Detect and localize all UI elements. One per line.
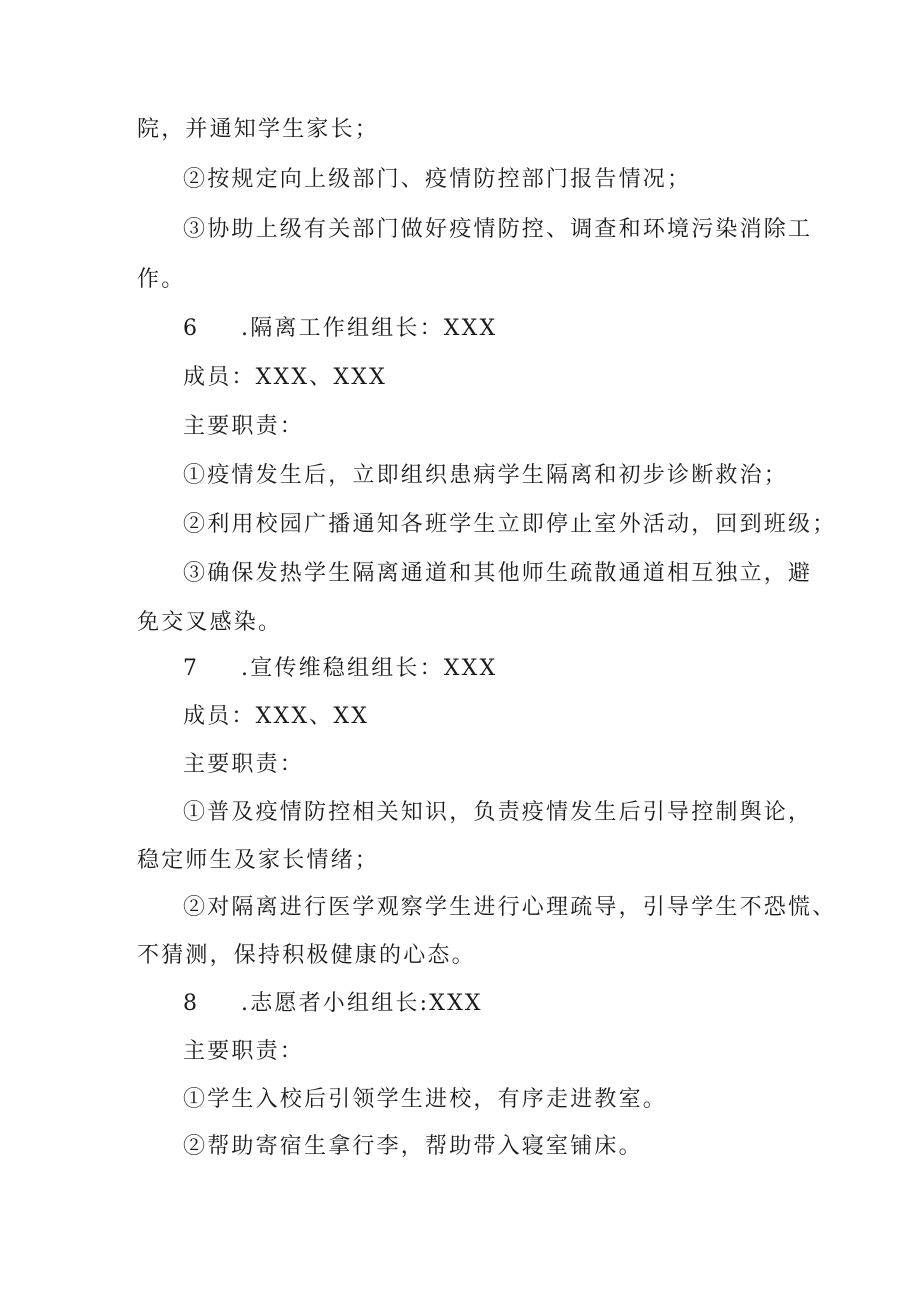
section-title: .隔离工作组组长：XXX — [241, 316, 498, 341]
paragraph-line: 院，并通知学生家长； — [137, 117, 380, 142]
paragraph-line: ③协助上级有关部门做好疫情防控、调查和环境污染消除工 — [183, 217, 813, 242]
duty-item: ②帮助寄宿生拿行李，帮助带入寝室铺床。 — [183, 1134, 643, 1159]
duty-item: ①学生入校后引领学生进校，有序走进教室。 — [183, 1087, 668, 1112]
section-heading-7 — [183, 655, 497, 683]
section-number: 8 — [183, 991, 197, 1016]
duty-item-continued: 免交叉感染。 — [137, 610, 283, 635]
members-line: 成员：XXX、XX — [183, 704, 370, 729]
duty-item: ①普及疫情防控相关知识，负责疫情发生后引导控制舆论， — [183, 800, 813, 825]
section-number: 6 — [183, 316, 197, 341]
duty-item: ②利用校园广播通知各班学生立即停止室外活动，回到班级； — [183, 512, 837, 537]
duty-item: ②对隔离进行医学观察学生进行心理疏导，引导学生不恐慌、 — [183, 895, 837, 920]
duty-label: 主要职责： — [183, 1039, 305, 1064]
section-title: .宣传维稳组组长：XXX — [241, 656, 498, 681]
duty-item: ①疫情发生后，立即组织患病学生隔离和初步诊断救治； — [183, 463, 789, 488]
duty-label: 主要职责： — [183, 752, 305, 777]
members-line: 成员：XXX、XXX — [183, 365, 387, 390]
section-number: 7 — [183, 656, 197, 681]
section-title: .志愿者小组组长:XXX — [241, 991, 483, 1016]
section-heading-6 — [183, 315, 497, 343]
duty-item-continued: 不猜测，保持积极健康的心态。 — [137, 943, 476, 968]
duty-item-continued: 稳定师生及家长情绪； — [137, 848, 380, 873]
duty-item: ③确保发热学生隔离通道和其他师生疏散通道相互独立，避 — [183, 561, 813, 586]
duty-label: 主要职责： — [183, 414, 305, 439]
paragraph-line: ②按规定向上级部门、疫情防控部门报告情况； — [183, 167, 692, 192]
section-heading-8 — [183, 990, 483, 1018]
paragraph-line: 作。 — [137, 267, 186, 292]
